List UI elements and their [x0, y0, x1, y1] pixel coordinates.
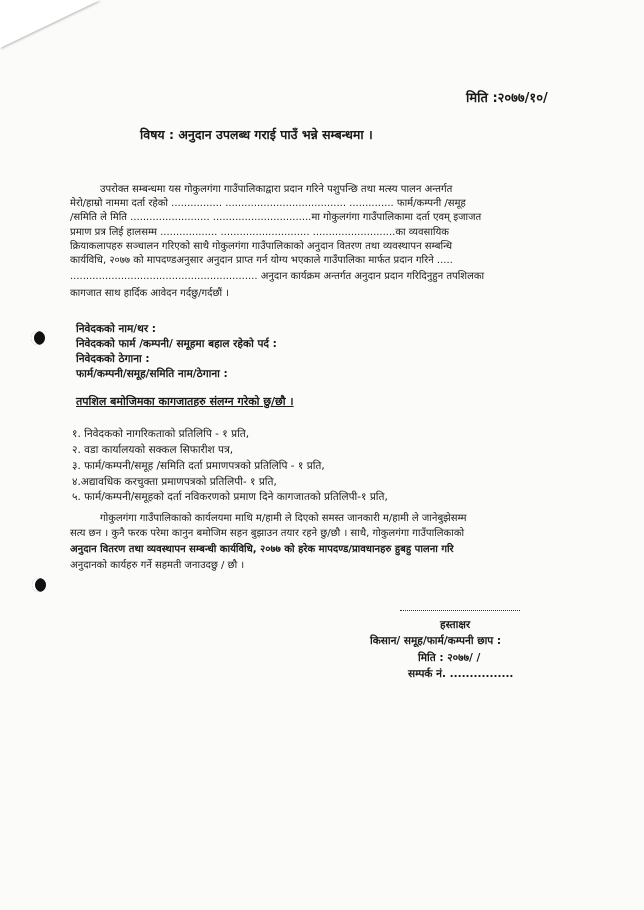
signature-line — [400, 610, 520, 611]
declaration-line-4: अनुदानको कार्यहरु गर्ने सहमती जनाउदछु / छौ । — [70, 560, 245, 571]
attachment-item-5: ५. फार्म/कम्पनी/समूहको दर्ता नविकरणको प्रमाण दिने कागजातको प्रतिलिपी-१ प्रति, — [72, 491, 388, 503]
applicant-position-field: निवेदकको फार्म /कम्पनी/ समूहमा बहाल रहेको पर्द : — [76, 338, 277, 350]
attachment-item-2: २. वडा कार्यालयको सक्कल सिफारीश पत्र, — [72, 444, 234, 456]
firm-name-address-field: फार्म/कम्पनी/समूह/समिति नाम/ठेगाना : — [76, 368, 228, 380]
body-line-7: ........................................................... अनुदान कार्यक्रम अन्तर्गत अनुदान प्रदान गरिदिनुहुन तपशिलका — [70, 271, 485, 282]
document-date: मिति :२०७७/१०/ — [466, 91, 548, 106]
attachment-item-3: ३. फार्म/कम्पनी/समूह /समिति दर्ता प्रमाणपत्रको प्रतिलिपि - १ प्रति, — [72, 460, 325, 472]
body-line-1: उपरोक्त सम्बन्धमा यस गोकुलगंगा गाउँपालिकाद्वारा प्रदान गरिने पशुपन्छि तथा मत्स्य पालन अन्तर्गत — [100, 184, 453, 195]
body-line-5: क्रियाकलापहरु सञ्चालन गरिएको साथै गोकुलगंगा गाउँपालिकाको अनुदान वितरण तथा व्यवस्थापन सम्बन्धि — [70, 241, 453, 252]
applicant-address-field: निवेदकको ठेगाना : — [76, 353, 150, 365]
signature-date: मिति : २०७७/ / — [418, 652, 481, 664]
declaration-line-2: सत्य छन । कुनै फरक परेमा कानुन बमोजिम सहन बुझाउन तयार रहने छु/छौ । साथै, गोकुलगंगा गाउँपालिकाको — [70, 528, 465, 539]
signature-label: हस्ताक्षर — [440, 619, 471, 631]
punch-hole-bottom — [32, 578, 46, 592]
punch-hole-top — [31, 331, 45, 345]
contact-number: सम्पर्क नं. ................ — [408, 668, 514, 680]
applicant-name-field: निवेदकको नाम/थर : — [76, 323, 156, 335]
body-line-2: मेरो/हाम्रो नाममा दर्ता रहेको ................ ...................................... .............. फार्म/कम्पनी /समूह — [70, 198, 466, 209]
body-line-6: कार्यविधि, २०७७ को मापदण्डअनुसार अनुदान प्राप्त गर्न योग्य भएकाले गाउँपालिका मार्फत प्रदान गरिने ..... — [70, 255, 453, 266]
subject-line: विषय : अनुदान उपलब्ध गराई पाउँ भन्ने सम्बन्धमा । — [140, 127, 373, 142]
stamp-label: किसान/ समूह/फार्म/कम्पनी छाप : — [370, 635, 502, 647]
body-line-3: /समिति ले मिति ......................... ...............................मा गोकुलगंगा गाउँपालिकामा दर्ता एवम् इजाजत — [70, 212, 482, 223]
attachments-heading: तपशिल बमोजिमका कागजातहरु संलग्न गरेको छु/छौ । — [76, 395, 294, 408]
body-line-8: कागजात साथ हार्दिक आवेदन गर्दछु/गर्दछौं । — [70, 288, 230, 299]
folded-corner — [0, 0, 100, 48]
body-line-4: प्रमाण प्रत्र लिई हालसम्म .................. ............................ ..........................का व्यवसायिक — [70, 227, 449, 238]
declaration-line-1: गोकुलगंगा गाउँपालिकाको कार्यलयमा माथि म/हामी ले दिएको समस्त जानकारी म/हामी ले जानेबुझेसम्म — [100, 513, 467, 524]
declaration-line-3: अनुदान वितरण तथा व्यवस्थापन सम्बन्धी कार्यविधि, २०७७ को हरेक मापदण्ड/प्रावधानहरु हुबहु पालना गरि — [70, 544, 454, 555]
attachment-item-1: १. निवेदकको नागरिकताको प्रतिलिपि - १ प्रति, — [72, 428, 250, 440]
attachment-item-4: ४.अद्यावधिक करचुक्ता प्रमाणपत्रको प्रतिलिपी- १ प्रति, — [72, 476, 277, 488]
